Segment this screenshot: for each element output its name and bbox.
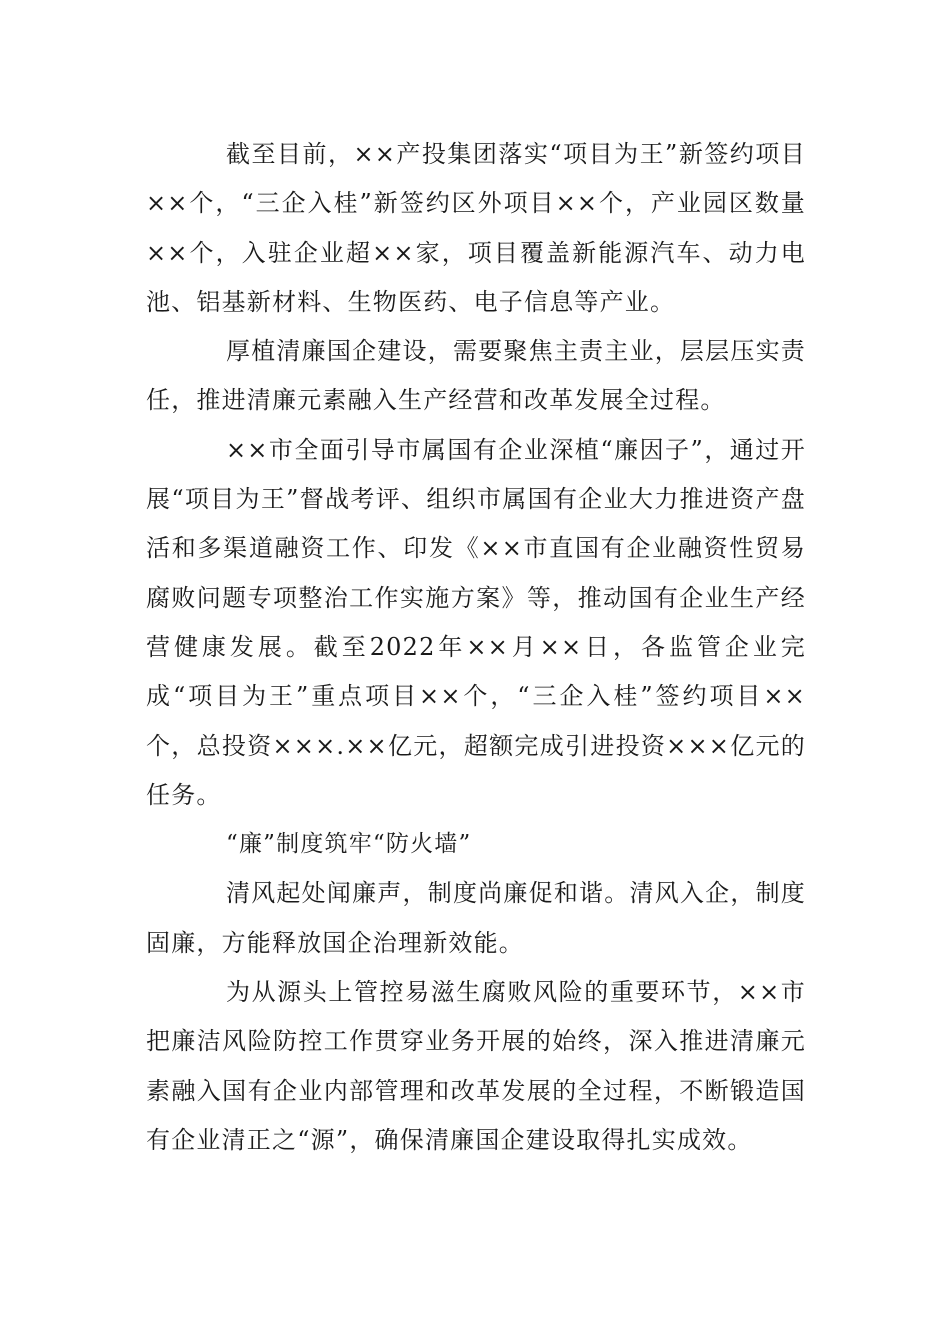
paragraph-clean-enterprise: 厚植清廉国企建设，需要聚焦主责主业，层层压实责任，推进清廉元素融入生产经营和改革发展全过程。 [146, 337, 806, 415]
paragraph-risk-control: 为从源头上管控易滋生腐败风险的重要环节，××市把廉洁风险防控工作贯穿业务开展的始终，深入推进清廉元素融入国有企业内部管理和改革发展的全过程，不断锻造国有企业清正之“源”，确保清廉国企建设取得扎实成效。 [146, 978, 806, 1154]
section-heading-firewall: “廉”制度筑牢“防火墙” [226, 831, 472, 858]
document-body [146, 130, 806, 1165]
paragraph-city-guidance: ××市全面引导市属国有企业深植“廉因子”，通过开展“项目为王”督战考评、组织市属国有企业大力推进资产盘活和多渠道融资工作、印发《××市直国有企业融资性贸易腐败问题专项整治工作实施方案》等，推动国有企业生产经营健康发展。截至2022年××月××日，各监管企业完成“项目为王”重点项目××个，“三企入桂”签约项目××个，总投资×××.××亿元，超额完成引进投资×××亿元的任务。 [146, 435, 806, 809]
paragraph-project-summary: 截至目前，××产投集团落实“项目为王”新签约项目××个，“三企入桂”新签约区外项目××个，产业园区数量××个，入驻企业超××家，项目覆盖新能源汽车、动力电池、铝基新材料、生物医药、电子信息等产业。 [146, 140, 806, 316]
paragraph-clean-wind: 清风起处闻廉声，制度尚廉促和谐。清风入企，制度固廉，方能释放国企治理新效能。 [146, 879, 806, 957]
